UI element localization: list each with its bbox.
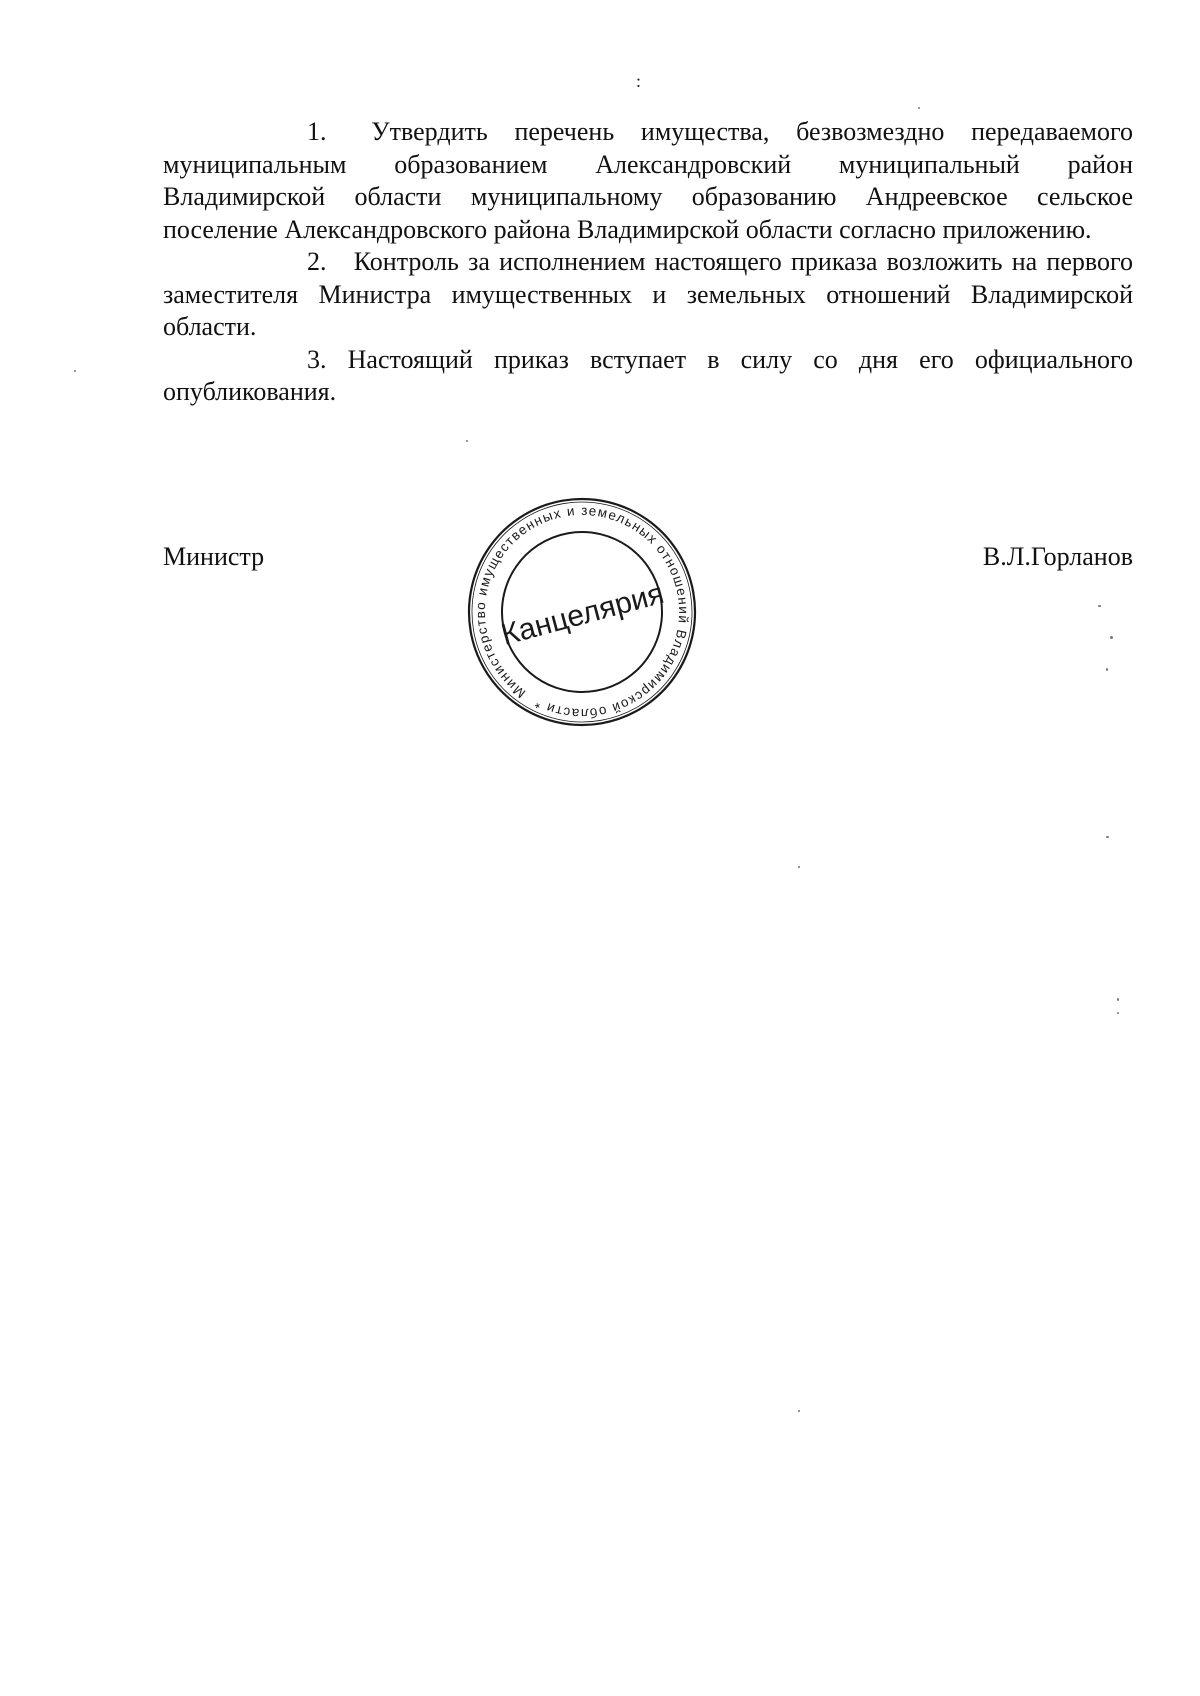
signatory-name: В.Л.Горланов	[982, 542, 1133, 571]
scan-speck	[798, 866, 800, 868]
paragraph-number: 1.	[307, 117, 327, 146]
paragraph-3	[163, 344, 1133, 409]
page-mark: :	[636, 71, 642, 91]
paragraph-text: Контроль за исполнением настоящего приказа возложить на первого заместителя Министра имущественных и земельных отношений Владимирской области.	[163, 247, 1133, 341]
stamp-center-text: Канцелярия	[497, 576, 668, 652]
scan-speck	[798, 1410, 800, 1412]
stamp-outer-text-content: Министерство имущественных и земельных отношений Владимирской области	[472, 502, 692, 722]
order-text	[163, 116, 1133, 409]
scan-speck	[74, 370, 76, 372]
stamp-separator: *	[532, 695, 545, 712]
scan-speck	[1110, 636, 1113, 639]
paragraph-2	[163, 246, 1133, 344]
office-stamp	[466, 496, 698, 728]
scan-speck	[1117, 998, 1119, 1001]
scan-speck	[1106, 668, 1108, 671]
paragraph-number: 2.	[307, 247, 327, 276]
scan-speck	[1117, 1012, 1119, 1014]
paragraph-number: 3.	[307, 344, 327, 374]
scan-speck	[466, 440, 468, 442]
signatory-title: Министр	[163, 542, 265, 571]
scan-speck	[918, 107, 920, 109]
paragraph-text: Утвердить перечень имущества, безвозмездно передаваемого муниципальным образованием Александровский муниципальный район Владимирской области муниципальному образованию Андреевское сельское поселение Александровского района Владимирской области согласно приложению.	[163, 117, 1134, 244]
scan-speck	[1098, 605, 1101, 607]
scan-speck	[1106, 836, 1109, 838]
paragraph-1	[163, 116, 1133, 246]
paragraph-text: Настоящий приказ вступает в силу со дня его официального опубликования.	[163, 344, 1133, 406]
